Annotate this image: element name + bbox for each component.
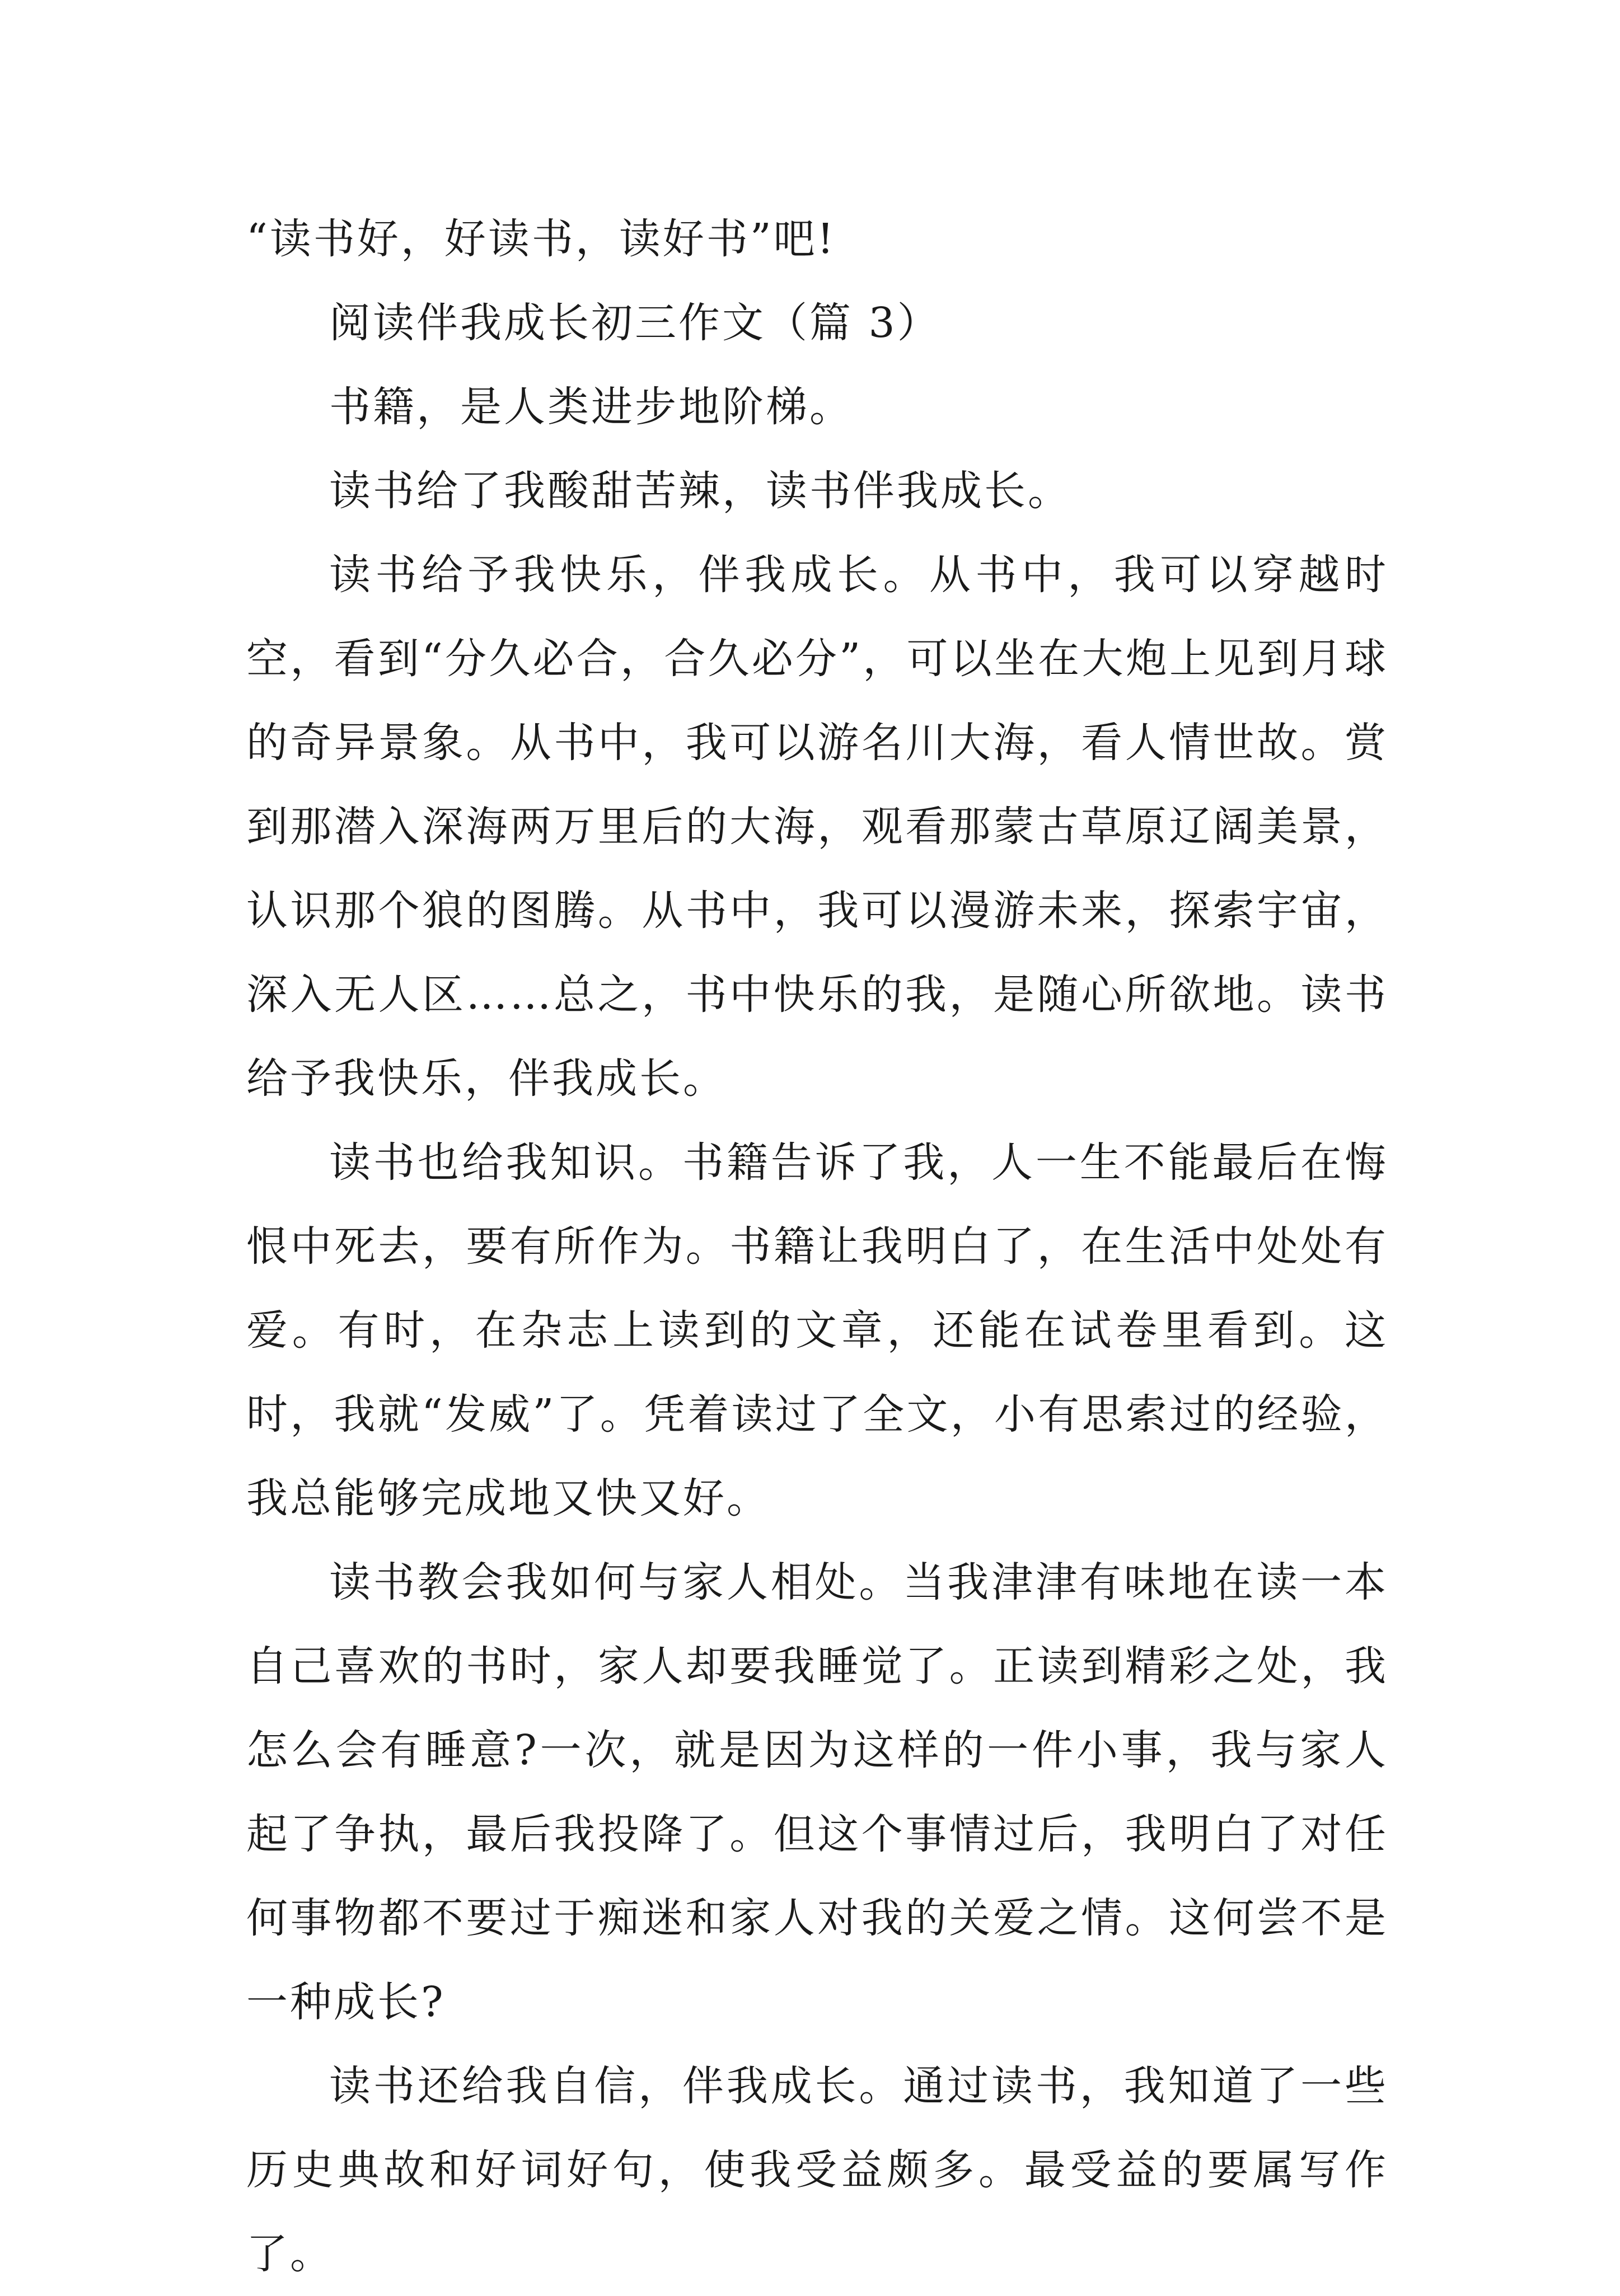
paragraph: 读书给了我酸甜苦辣，读书伴我成长。 bbox=[329, 467, 1071, 515]
paragraph: 读书还给我自信，伴我成长。通过读书，我知道了一些历史典故和好词好句，使我受益颇多。最受益的要属写作了。 bbox=[246, 2062, 1388, 2278]
paragraph: 读书也给我知识。书籍告诉了我，人一生不能最后在悔恨中死去，要有所作为。书籍让我明白了，在生活中处处有爱。有时，在杂志上读到的文章，还能在试卷里看到。这时，我就“发威”了。凭着读过了全文，小有思索过的经验，我总能够完成地又快又好。 bbox=[246, 1138, 1388, 1522]
paragraph: 书籍，是人类进步地阶梯。 bbox=[329, 383, 853, 431]
paragraph: 读书给予我快乐，伴我成长。从书中，我可以穿越时空，看到“分久必合，合久必分”，可以坐在大炮上见到月球的奇异景象。从书中，我可以游名川大海，看人情世故。赏到那潜入深海两万里后的大海，观看那蒙古草原辽阔美景，认识那个狼的图腾。从书中，我可以漫游未来，探索宇宙，深入无人区……总之，书中快乐的我，是随心所欲地。读书给予我快乐，伴我成长。 bbox=[246, 551, 1388, 1103]
essay-title: 阅读伴我成长初三作文（篇 3） bbox=[329, 299, 941, 347]
paragraph: 读书教会我如何与家人相处。当我津津有味地在读一本自己喜欢的书时，家人却要我睡觉了。正读到精彩之处，我怎么会有睡意?一次，就是因为这样的一件小事，我与家人起了争执，最后我投降了。但这个事情过后，我明白了对任何事物都不要过于痴迷和家人对我的关爱之情。这何尝不是一种成长? bbox=[246, 1558, 1388, 2026]
paragraph-closing-quote: “读书好，好读书，读好书”吧! bbox=[246, 215, 836, 263]
essay-body bbox=[246, 197, 1388, 2296]
